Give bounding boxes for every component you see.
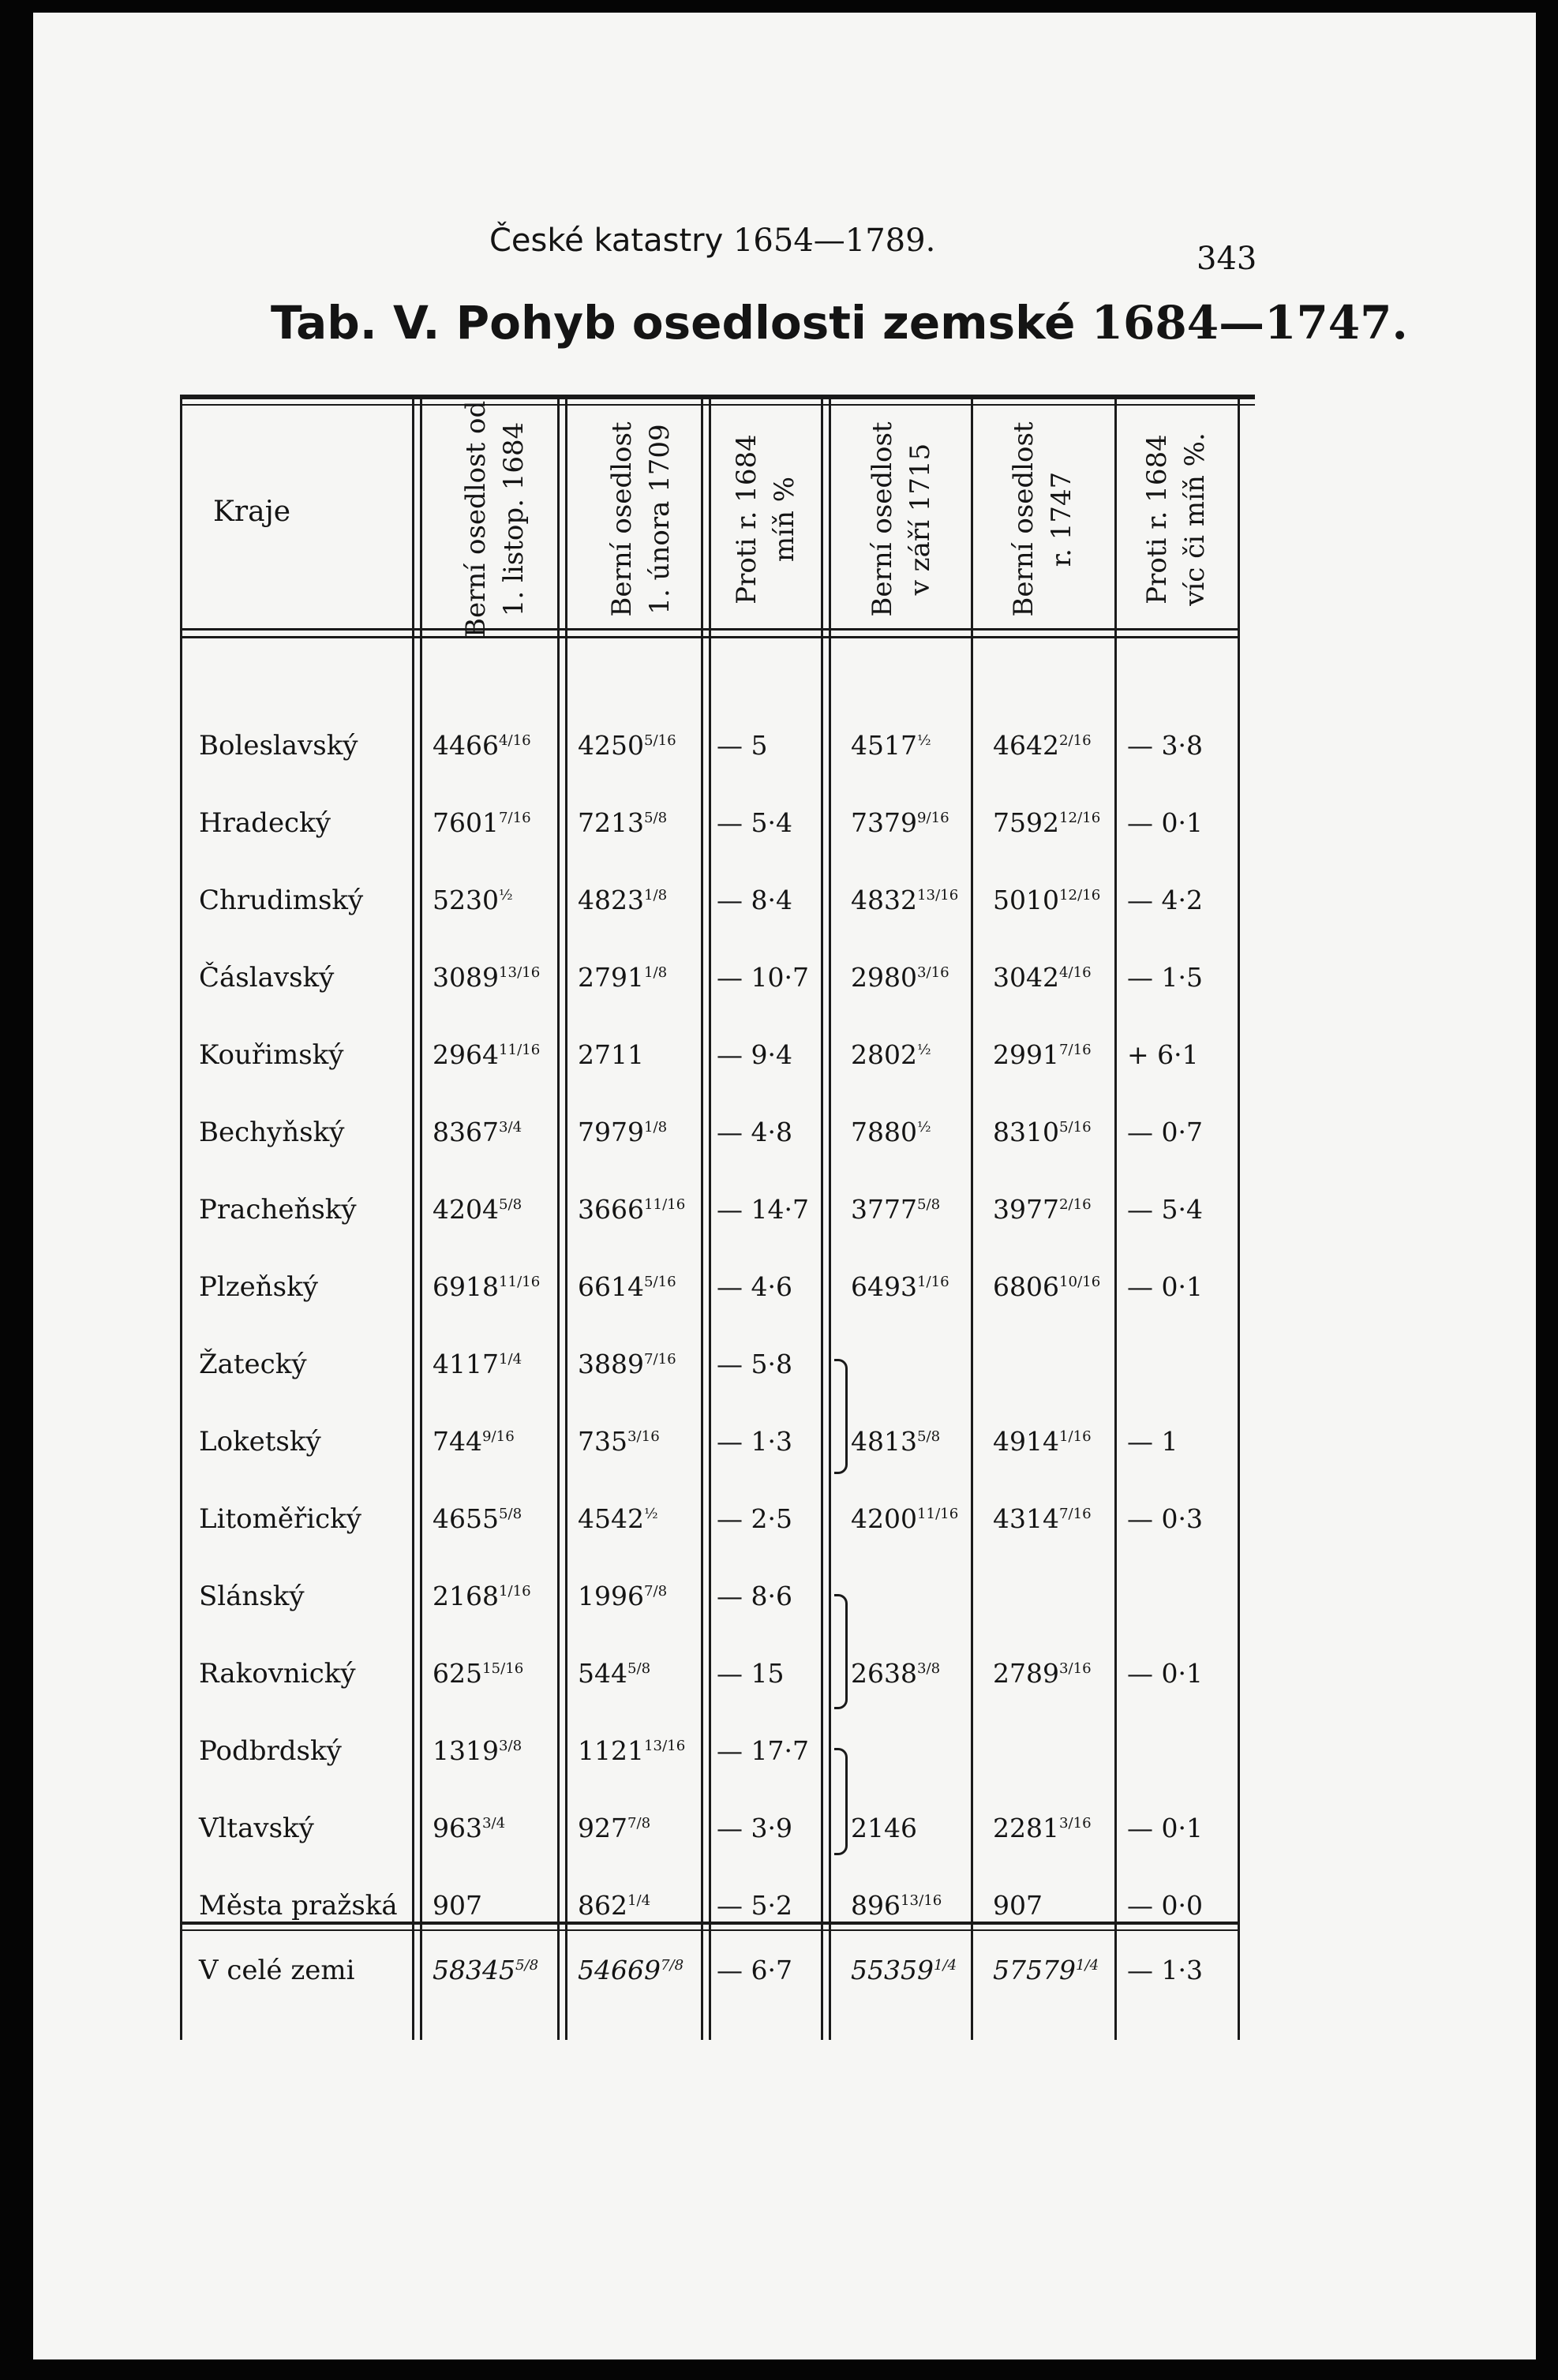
cell-c4 (851, 885, 958, 915)
col-border-2b (565, 399, 567, 2040)
cell-c5 (993, 1503, 1092, 1534)
table-title (271, 296, 1408, 350)
cell-value: 7979 (578, 1117, 644, 1147)
cell-value: 5010 (993, 885, 1059, 915)
cell-value: — 5·8 (717, 1349, 792, 1379)
group-brace (834, 1359, 848, 1474)
region-name: Plzeňský (199, 1271, 318, 1303)
cell-fraction: 9/16 (482, 1428, 515, 1445)
cell-fraction: 7/8 (660, 1957, 684, 1974)
cell-value: 7880 (851, 1117, 917, 1147)
cell-c5 (993, 807, 1100, 838)
top-rule-thick (180, 395, 1255, 399)
region-name: Chrudimský (199, 885, 364, 916)
cell-value: — 9·4 (717, 1039, 792, 1070)
cell-c4 (851, 1194, 940, 1225)
cell-fraction: 2/16 (1058, 1196, 1092, 1213)
cell-fraction: 5/16 (643, 1274, 676, 1290)
cell-value: 1319 (433, 1735, 499, 1766)
cell-c6 (1127, 807, 1203, 838)
cell-fraction: 3/4 (482, 1815, 506, 1832)
cell-c4 (851, 807, 949, 838)
cell-fraction: 1/16 (916, 1274, 949, 1290)
region-name: Loketský (199, 1426, 321, 1458)
region-name: Pracheňský (199, 1194, 357, 1226)
col-header-1747: Berní osedlost r. 1747 (1008, 421, 1077, 617)
cell-value: 58345 (433, 1955, 515, 1985)
cell-value: — 2·5 (717, 1503, 792, 1534)
cell-fraction: 5/8 (643, 810, 668, 826)
cell-value: — 14·7 (717, 1194, 809, 1225)
cell-c5 (993, 1658, 1092, 1689)
cell-value: — 8·4 (717, 885, 792, 915)
cell-fraction: 5/8 (627, 1660, 651, 1677)
cell-c2 (578, 1426, 660, 1457)
cell-fraction: 13/16 (498, 964, 541, 981)
cell-fraction: 13/16 (901, 1892, 942, 1909)
cell-value: 4832 (851, 885, 917, 915)
cell-value: 4542 (578, 1503, 644, 1534)
cell-value: 7213 (578, 807, 644, 838)
cell-c1 (433, 1503, 522, 1534)
cell-value: 1996 (578, 1581, 644, 1611)
cell-value: 544 (578, 1658, 627, 1689)
cell-fraction: ½ (643, 1506, 658, 1522)
cell-value: 2791 (578, 962, 644, 993)
cell-fraction: 3/16 (627, 1428, 660, 1445)
cell-c5 (993, 885, 1100, 915)
cell-c2 (578, 1503, 658, 1534)
cell-c3 (717, 1194, 809, 1225)
cell-value: 6918 (433, 1271, 499, 1302)
cell-c4 (851, 1426, 940, 1457)
cell-value: — 3·9 (717, 1813, 792, 1843)
scan-border-bottom (0, 2359, 1558, 2380)
cell-c5 (993, 1039, 1092, 1070)
cell-value: 2802 (851, 1039, 917, 1070)
cell-fraction: 10/16 (1058, 1274, 1101, 1290)
cell-c2 (578, 1955, 683, 1985)
col-border-4 (821, 399, 823, 2040)
table-title-text: Pohyb osedlosti zemské (455, 296, 1076, 350)
cell-value: 735 (578, 1426, 627, 1457)
cell-value: — 1·3 (717, 1426, 792, 1457)
cell-value: 963 (433, 1813, 482, 1843)
cell-value: 4117 (433, 1349, 499, 1379)
cell-fraction: ½ (498, 887, 513, 904)
cell-c4 (851, 1271, 949, 1302)
cell-value: — 0·1 (1127, 1813, 1203, 1843)
cell-c2 (578, 1039, 644, 1070)
cell-fraction: 12/16 (1058, 887, 1101, 904)
cell-c2 (578, 730, 676, 761)
cell-value: 5230 (433, 885, 499, 915)
cell-fraction: 7/8 (643, 1583, 668, 1600)
cell-c2 (578, 885, 667, 915)
table-label: Tab. V. (271, 296, 440, 350)
cell-fraction: 3/16 (1058, 1660, 1092, 1677)
scan-border-top (0, 0, 1558, 13)
cell-value: 2638 (851, 1658, 917, 1689)
cell-c4 (851, 1955, 957, 1985)
cell-value: — 10·7 (717, 962, 809, 993)
cell-c5 (993, 1117, 1092, 1147)
cell-value: — 0·1 (1127, 1658, 1203, 1689)
cell-value: — 8·6 (717, 1581, 792, 1611)
cell-value: 3889 (578, 1349, 644, 1379)
cell-fraction: 5/8 (916, 1428, 941, 1445)
cell-c6 (1127, 1890, 1203, 1921)
scan-border-right (1536, 0, 1558, 2380)
top-rule-thin (180, 404, 1255, 406)
cell-c4 (851, 962, 949, 993)
cell-c3 (717, 1349, 792, 1379)
cell-fraction: 7/8 (627, 1815, 651, 1832)
cell-c3 (717, 1813, 792, 1843)
cell-fraction: 5/16 (643, 732, 676, 749)
cell-c2 (578, 1658, 650, 1689)
cell-value: 907 (433, 1890, 482, 1921)
cell-value: — 4·8 (717, 1117, 792, 1147)
cell-c5 (993, 1271, 1100, 1302)
page-number: 343 (1197, 241, 1257, 277)
cell-fraction: 3/16 (1058, 1815, 1092, 1832)
cell-value: — 1 (1127, 1426, 1178, 1457)
cell-value: 3089 (433, 962, 499, 993)
region-name: Vltavský (199, 1813, 314, 1844)
cell-value: 896 (851, 1890, 901, 1921)
cell-c1 (433, 1890, 482, 1921)
cell-c4 (851, 1503, 958, 1534)
cell-c3 (717, 1117, 792, 1147)
cell-c6 (1127, 1426, 1178, 1457)
cell-c3 (717, 730, 768, 761)
cell-value: 2980 (851, 962, 917, 993)
col-header-pct-1747: Proti r. 1684 víc či míň %. (1141, 432, 1211, 606)
cell-c3 (717, 1735, 809, 1766)
cell-c6 (1127, 885, 1203, 915)
region-name: Města pražská (199, 1890, 398, 1922)
cell-fraction: 12/16 (1058, 810, 1101, 826)
region-name: Rakovnický (199, 1658, 356, 1690)
cell-value: 4200 (851, 1503, 917, 1534)
cell-c2 (578, 1349, 676, 1379)
cell-value: 6614 (578, 1271, 644, 1302)
cell-fraction: 11/16 (916, 1506, 959, 1522)
cell-value: — 1·5 (1127, 962, 1203, 993)
region-name: Hradecký (199, 807, 331, 839)
cell-value: 3666 (578, 1194, 644, 1225)
cell-c1 (433, 1426, 515, 1457)
col-header-1715: Berní osedlost v září 1715 (867, 421, 936, 617)
cell-value: — 0·3 (1127, 1503, 1203, 1534)
cell-value: — 15 (717, 1658, 785, 1689)
cell-value: 927 (578, 1813, 627, 1843)
cell-c6 (1127, 1503, 1203, 1534)
col-border-5 (971, 399, 973, 2040)
cell-c1 (433, 1271, 540, 1302)
cell-fraction: 3/8 (498, 1738, 522, 1754)
cell-fraction: 3/8 (916, 1660, 941, 1677)
running-years: 1654—1789. (732, 223, 936, 259)
cell-value: 1121 (578, 1735, 644, 1766)
cell-value: 4204 (433, 1194, 499, 1225)
cell-value: 4823 (578, 885, 644, 915)
cell-fraction: 5/8 (916, 1196, 941, 1213)
cell-c1 (433, 1813, 505, 1843)
cell-fraction: ½ (916, 1042, 931, 1058)
cell-c2 (578, 1194, 685, 1225)
col-border-1b (420, 399, 422, 2040)
cell-c4 (851, 1039, 931, 1070)
cell-value: 4914 (993, 1426, 1059, 1457)
cell-value: — 0·1 (1127, 1271, 1203, 1302)
cell-value: — 6·7 (717, 1955, 792, 1985)
table-title-years: 1684—1747. (1091, 296, 1408, 350)
cell-fraction: 1/8 (643, 964, 668, 981)
cell-value: 4517 (851, 730, 917, 761)
cell-c6 (1127, 1117, 1203, 1147)
cell-value: 7601 (433, 807, 499, 838)
cell-fraction: 13/16 (643, 1738, 686, 1754)
cell-fraction: 13/16 (916, 887, 959, 904)
cell-fraction: 1/4 (1075, 1957, 1099, 1974)
cell-value: 4642 (993, 730, 1059, 761)
cell-c5 (993, 1890, 1043, 1921)
cell-fraction: 5/8 (515, 1957, 539, 1974)
cell-c5 (993, 1426, 1092, 1457)
cell-c2 (578, 1813, 650, 1843)
cell-c5 (993, 1813, 1092, 1843)
cell-value: — 0·1 (1127, 807, 1203, 838)
col-border-3b (709, 399, 711, 2040)
cell-value: 4813 (851, 1426, 917, 1457)
cell-c3 (717, 962, 809, 993)
col-header-pct-1709: Proti r. 1684 míň % (731, 434, 800, 604)
cell-c1 (433, 1955, 538, 1985)
cell-c1 (433, 1039, 540, 1070)
cell-c1 (433, 1117, 522, 1147)
cell-value: 2711 (578, 1039, 644, 1070)
region-name: Podbrdský (199, 1735, 342, 1767)
cell-fraction: 1/16 (498, 1583, 531, 1600)
cell-fraction: 15/16 (482, 1660, 524, 1677)
cell-value: 2789 (993, 1658, 1059, 1689)
col-border-3 (701, 399, 703, 2040)
cell-value: — 4·2 (1127, 885, 1203, 915)
region-name: Kouřimský (199, 1039, 344, 1071)
cell-fraction: 11/16 (498, 1042, 541, 1058)
cell-fraction: 1/16 (1058, 1428, 1092, 1445)
cell-fraction: 1/4 (627, 1892, 651, 1909)
cell-fraction: ½ (916, 732, 931, 749)
cell-c5 (993, 962, 1092, 993)
cell-value: 4250 (578, 730, 644, 761)
cell-c2 (578, 1271, 676, 1302)
cell-c3 (717, 1955, 792, 1985)
cell-fraction: 7/16 (1058, 1042, 1092, 1058)
cell-value: 2991 (993, 1039, 1059, 1070)
cell-value: — 17·7 (717, 1735, 809, 1766)
cell-value: — 5·2 (717, 1890, 792, 1921)
total-row-label: V celé zemi (199, 1955, 355, 1986)
cell-value: 2281 (993, 1813, 1059, 1843)
cell-c6 (1127, 1194, 1203, 1225)
cell-value: 4466 (433, 730, 499, 761)
col-border-6 (1114, 399, 1117, 2040)
cell-c1 (433, 885, 513, 915)
cell-c3 (717, 807, 792, 838)
cell-c6 (1127, 1658, 1203, 1689)
cell-c2 (578, 807, 667, 838)
cell-fraction: 5/8 (498, 1506, 522, 1522)
cell-c1 (433, 962, 540, 993)
cell-fraction: 4/16 (1058, 964, 1092, 981)
cell-c3 (717, 1039, 792, 1070)
cell-c6 (1127, 962, 1203, 993)
region-name: Čáslavský (199, 962, 335, 994)
cell-fraction: 3/16 (916, 964, 949, 981)
cell-c4 (851, 1813, 917, 1843)
cell-c1 (433, 1581, 531, 1611)
cell-c3 (717, 1271, 792, 1302)
col-header-1684: Berní osedlost od 1. listop. 1684 (460, 400, 530, 638)
cell-c6 (1127, 1039, 1199, 1070)
cell-c3 (717, 1581, 792, 1611)
cell-c6 (1127, 730, 1203, 761)
region-name: Boleslavský (199, 730, 358, 762)
region-name: Litoměřický (199, 1503, 361, 1535)
cell-value: 7379 (851, 807, 917, 838)
cell-c6 (1127, 1813, 1203, 1843)
cell-value: — 5·4 (717, 807, 792, 838)
col-border-7 (1238, 399, 1240, 2040)
cell-value: — 5·4 (1127, 1194, 1203, 1225)
col-border-4b (829, 399, 831, 2040)
cell-value: 2146 (851, 1813, 917, 1843)
cell-c4 (851, 730, 931, 761)
cell-c1 (433, 1194, 522, 1225)
cell-value: — 1·3 (1127, 1955, 1203, 1985)
cell-c3 (717, 1503, 792, 1534)
cell-c6 (1127, 1955, 1203, 1985)
cell-value: 862 (578, 1890, 627, 1921)
cell-c3 (717, 1426, 792, 1457)
cell-fraction: ½ (916, 1119, 931, 1136)
cell-fraction: 7/16 (643, 1351, 676, 1368)
scan-border-left (0, 0, 33, 2380)
cell-fraction: 1/4 (933, 1957, 957, 1974)
cell-c2 (578, 1581, 667, 1611)
running-header (489, 223, 935, 259)
col-border-1 (412, 399, 414, 2040)
cell-c1 (433, 1735, 522, 1766)
cell-value: 6493 (851, 1271, 917, 1302)
cell-fraction: 2/16 (1058, 732, 1092, 749)
region-name: Slánský (199, 1581, 305, 1612)
cell-value: 6806 (993, 1271, 1059, 1302)
cell-fraction: 7/16 (1058, 1506, 1092, 1522)
cell-value: 744 (433, 1426, 482, 1457)
cell-c3 (717, 1658, 784, 1689)
cell-value: 54669 (578, 1955, 661, 1985)
cell-c5 (993, 1194, 1092, 1225)
cell-value: 55359 (851, 1955, 934, 1985)
cell-fraction: 3/4 (498, 1119, 522, 1136)
cell-value: — 3·8 (1127, 730, 1203, 761)
cell-value: 8367 (433, 1117, 499, 1147)
cell-value: 3977 (993, 1194, 1059, 1225)
cell-value: 4655 (433, 1503, 499, 1534)
cell-c6 (1127, 1271, 1203, 1302)
col-header-kraje: Kraje (213, 496, 291, 528)
region-name: Žatecký (199, 1349, 307, 1380)
cell-c4 (851, 1890, 942, 1921)
cell-c1 (433, 1658, 523, 1689)
cell-c4 (851, 1658, 940, 1689)
cell-value: — 0·7 (1127, 1117, 1203, 1147)
cell-c1 (433, 1349, 522, 1379)
cell-value: + 6·1 (1127, 1039, 1199, 1070)
running-title: České katastry (489, 223, 724, 259)
cell-value: 625 (433, 1658, 482, 1689)
cell-fraction: 5/16 (1058, 1119, 1092, 1136)
group-brace (834, 1748, 848, 1855)
cell-c2 (578, 1117, 667, 1147)
group-brace (834, 1594, 848, 1709)
cell-value: 57579 (993, 1955, 1076, 1985)
cell-fraction: 1/8 (643, 887, 668, 904)
cell-c3 (717, 1890, 792, 1921)
cell-c5 (993, 1955, 1099, 1985)
cell-c2 (578, 1890, 650, 1921)
cell-fraction: 9/16 (916, 810, 949, 826)
cell-c4 (851, 1117, 931, 1147)
cell-c2 (578, 1735, 685, 1766)
cell-c1 (433, 730, 531, 761)
cell-c1 (433, 807, 531, 838)
col-border-2 (557, 399, 560, 2040)
cell-fraction: 1/4 (498, 1351, 522, 1368)
cell-value: 4314 (993, 1503, 1059, 1534)
cell-c2 (578, 962, 667, 993)
col-border-0 (180, 399, 182, 2040)
cell-c3 (717, 885, 792, 915)
cell-fraction: 7/16 (498, 810, 531, 826)
cell-value: — 0·0 (1127, 1890, 1203, 1921)
cell-value: — 4·6 (717, 1271, 792, 1302)
cell-fraction: 11/16 (643, 1196, 686, 1213)
cell-fraction: 5/8 (498, 1196, 522, 1213)
cell-value: 3042 (993, 962, 1059, 993)
col-header-1709: Berní osedlost 1. února 1709 (606, 421, 676, 617)
region-name: Bechyňský (199, 1117, 345, 1148)
cell-fraction: 1/8 (643, 1119, 668, 1136)
cell-value: 7592 (993, 807, 1059, 838)
cell-value: — 5 (717, 730, 768, 761)
cell-fraction: 4/16 (498, 732, 531, 749)
cell-c5 (993, 730, 1092, 761)
cell-value: 907 (993, 1890, 1043, 1921)
cell-value: 3777 (851, 1194, 917, 1225)
cell-value: 2964 (433, 1039, 499, 1070)
cell-fraction: 11/16 (498, 1274, 541, 1290)
cell-value: 8310 (993, 1117, 1059, 1147)
cell-value: 2168 (433, 1581, 499, 1611)
